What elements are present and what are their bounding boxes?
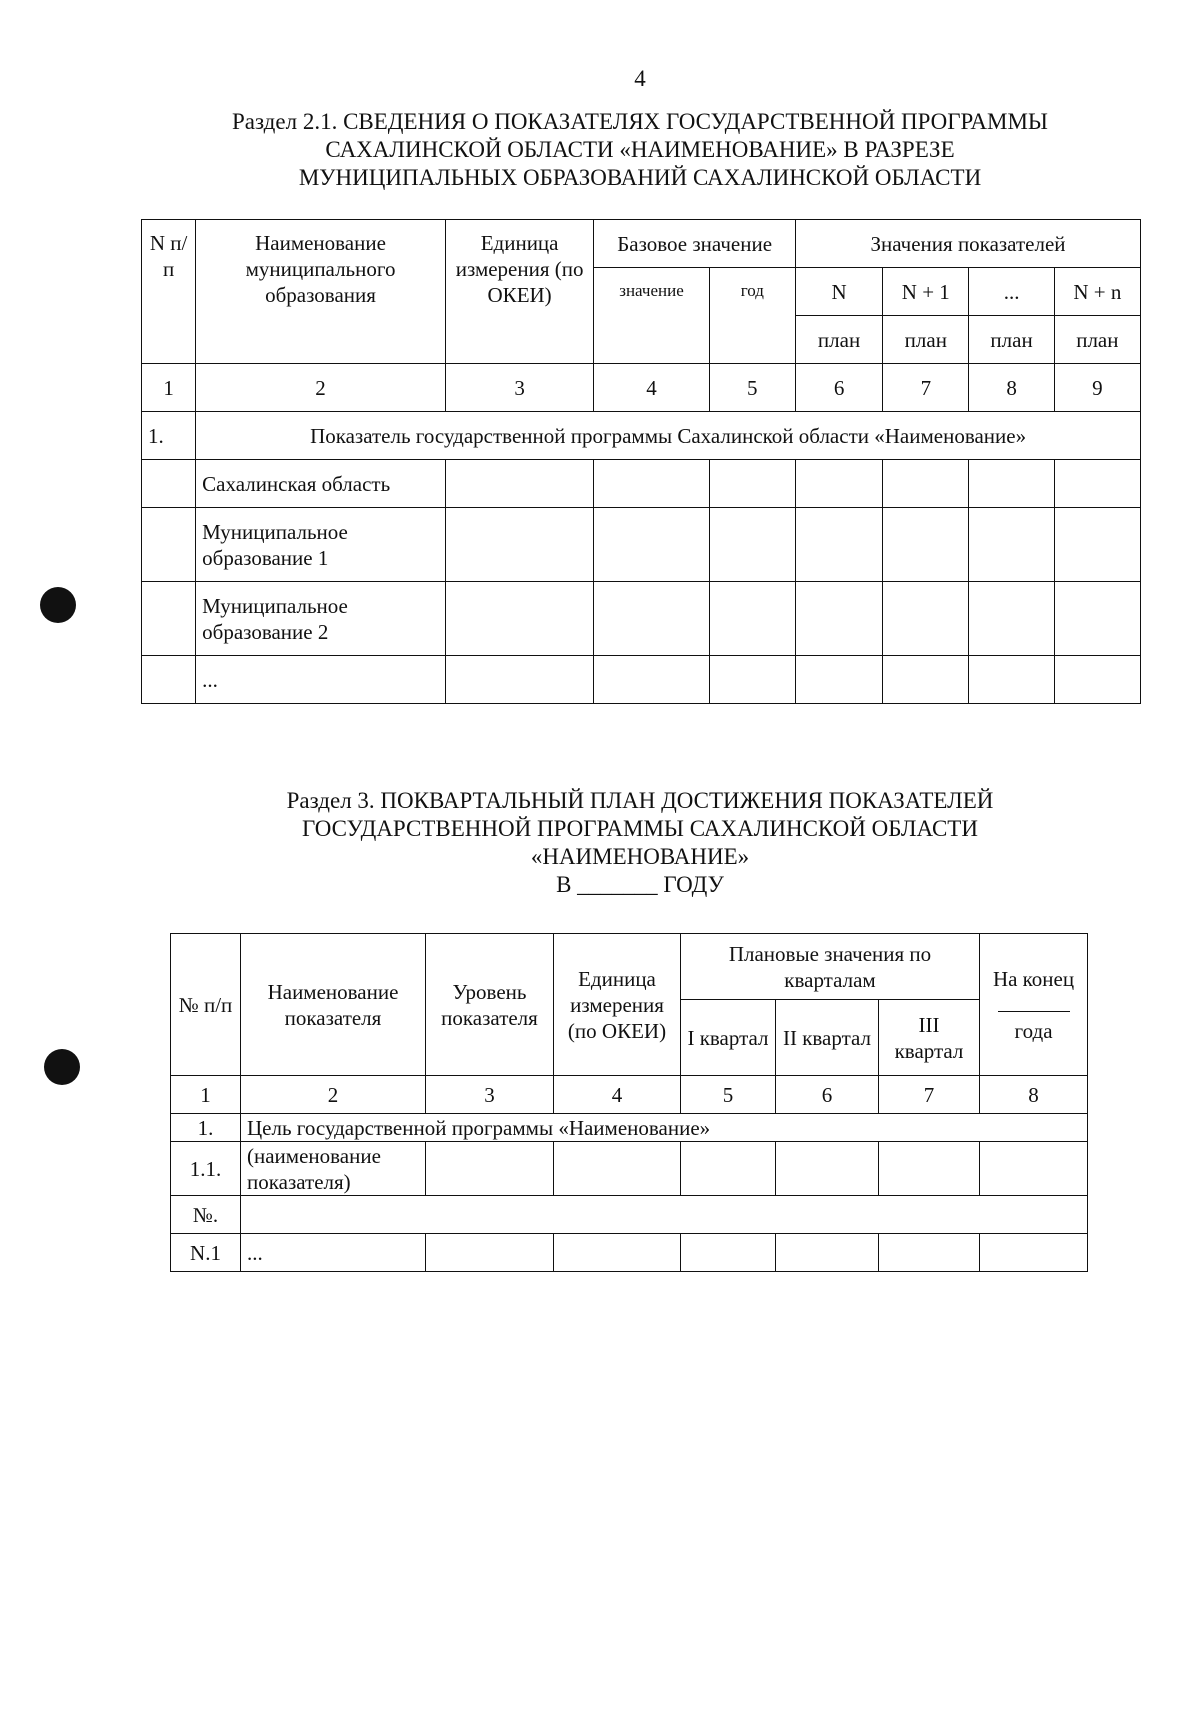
title-line: В _______ ГОДУ [556,872,724,897]
header-num: № п/п [171,934,241,1076]
header-plan: план [969,316,1054,364]
title-line: «НАИМЕНОВАНИЕ» [530,844,750,869]
column-number: 4 [554,1076,681,1114]
municipality-name: Муниципальное образование 1 [196,508,446,582]
title-line: ГОСУДАРСТВЕННОЙ ПРОГРАММЫ САХАЛИНСКОЙ ОБЛАСТИ [302,816,978,841]
section-row-num: 1. [142,412,196,460]
no-row-num: №. [171,1196,241,1234]
municipal-indicators-table [141,219,1141,704]
goal-row-num: 1. [171,1114,241,1142]
column-number: 2 [241,1076,426,1114]
column-number: 3 [426,1076,554,1114]
column-number: 3 [445,364,593,412]
column-number: 8 [980,1076,1088,1114]
title-line: САХАЛИНСКОЙ ОБЛАСТИ «НАИМЕНОВАНИЕ» В РАЗРЕЗЕ [325,137,955,162]
n1-row-name: ... [241,1234,426,1272]
header-indicator-name: Наименование показателя [241,934,426,1076]
table-row [171,1234,1088,1272]
header-municipality: Наименование муниципального образования [196,220,446,364]
column-number: 6 [795,364,882,412]
header-planned-values: Плановые значения по кварталам [681,934,980,1000]
header-num: N п/п [142,220,196,364]
column-number: 5 [681,1076,776,1114]
punch-hole [44,1049,80,1085]
section-2-1-title [0,108,1200,192]
indicator-row-num: 1.1. [171,1142,241,1196]
table-row [171,1196,1088,1234]
column-number: 7 [883,364,969,412]
title-line: Раздел 2.1. СВЕДЕНИЯ О ПОКАЗАТЕЛЯХ ГОСУДАРСТВЕННОЙ ПРОГРАММЫ [232,109,1048,134]
table-row [142,508,1141,582]
header-year-n-plus-n: N + n [1054,268,1140,316]
header-unit: Единица измерения (по ОКЕИ) [554,934,681,1076]
column-number: 6 [776,1076,879,1114]
header-indicator-level: Уровень показателя [426,934,554,1076]
section-3-title [0,787,1200,899]
table-row [171,1142,1088,1196]
municipality-name: Муниципальное образование 2 [196,582,446,656]
title-line: МУНИЦИПАЛЬНЫХ ОБРАЗОВАНИЙ САХАЛИНСКОЙ ОБЛАСТИ [298,165,982,190]
table-row [142,582,1141,656]
page-number: 4 [634,66,646,91]
quarterly-plan-table [170,933,1088,1272]
table-row [142,656,1141,704]
column-number: 9 [1054,364,1140,412]
header-quarter-2: II квартал [776,1000,879,1076]
header-unit: Единица измерения (по ОКЕИ) [445,220,593,364]
header-year-n-plus-1: N + 1 [883,268,969,316]
column-number: 2 [196,364,446,412]
municipality-name: ... [196,656,446,704]
table-row [171,1114,1088,1142]
header-plan: план [883,316,969,364]
indicator-row-name: (наименование показателя) [241,1142,426,1196]
column-number: 1 [171,1076,241,1114]
header-plan: план [1054,316,1140,364]
column-number: 4 [594,364,709,412]
column-number: 8 [969,364,1054,412]
n1-row-num: N.1 [171,1234,241,1272]
column-number: 7 [879,1076,980,1114]
header-base-value-value: значение [594,268,709,364]
header-quarter-3: III квартал [879,1000,980,1076]
header-indicator-values: Значения показателей [795,220,1140,268]
table-row [142,460,1141,508]
header-year-ellipsis: ... [969,268,1054,316]
header-quarter-1: I квартал [681,1000,776,1076]
column-number: 1 [142,364,196,412]
header-end-year-label: года [1014,1018,1053,1043]
column-number: 5 [709,364,795,412]
header-end-of-year [980,934,1088,1076]
header-end-label: На конец [992,966,1075,991]
section-row-title: Показатель государственной программы Сахалинской области «Наименование» [196,412,1141,460]
municipality-name: Сахалинская область [196,460,446,508]
blank-line [998,1011,1070,1012]
punch-hole [40,587,76,623]
header-plan: план [795,316,882,364]
header-year-n: N [795,268,882,316]
goal-row-title: Цель государственной программы «Наименование» [241,1114,1088,1142]
title-line: Раздел 3. ПОКВАРТАЛЬНЫЙ ПЛАН ДОСТИЖЕНИЯ ПОКАЗАТЕЛЕЙ [286,788,994,813]
header-base-value-year: год [709,268,795,364]
header-base-value: Базовое значение [594,220,796,268]
